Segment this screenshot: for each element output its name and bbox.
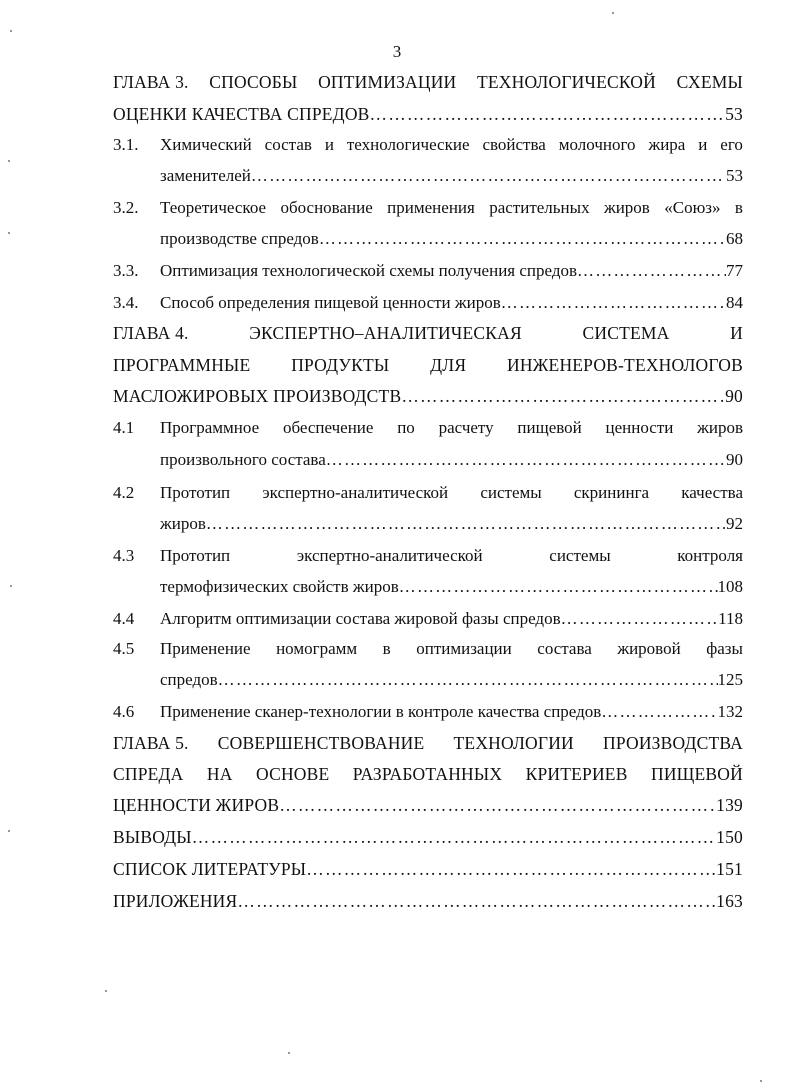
toc-line [160,697,743,727]
toc-word: и [324,135,334,154]
toc-word: РАЗРАБОТАННЫХ [352,764,503,784]
toc-word: Химический [160,135,252,154]
toc-word: фазы [706,639,743,658]
toc-word: ОПТИМИЗАЦИИ [318,72,457,92]
toc-entry-title: Способ определения пищевой ценности жиров [160,293,501,312]
scan-speck [760,1080,762,1082]
toc-entry-title: СПИСОК ЛИТЕРАТУРЫ [113,859,307,879]
toc-word: СХЕМЫ [676,72,743,92]
toc-word: в [734,198,743,217]
toc-section-number: 4.6 [113,702,135,721]
toc-word: ОСНОВЕ [256,764,330,784]
toc-word: Программное [160,418,260,437]
toc-section-number: 3.3. [113,261,139,280]
page-number: 3 [392,42,402,61]
toc-entry-title: заменителей [160,166,251,185]
toc-page-number: 53 [726,166,743,185]
toc-word: ИНЖЕНЕРОВ-ТЕХНОЛОГОВ [507,355,743,375]
toc-word: СПОСОБЫ [209,72,298,92]
toc-word: и [698,135,708,154]
toc-word: системы [480,483,542,502]
toc-word: пищевой [517,418,582,437]
toc-line [160,256,743,286]
toc-page-number: 84 [726,293,743,312]
toc-page-number: 77 [726,261,743,280]
toc-word: экспертно-аналитической [296,546,483,565]
toc-word: экспертно-аналитической [262,483,449,502]
toc-word: расчету [438,418,494,437]
toc-entry-title: МАСЛОЖИРОВЫХ ПРОИЗВОДСТВ [113,386,402,406]
toc-line [160,224,743,254]
toc-line [113,318,743,348]
toc-line [113,759,743,789]
toc-word: СПРЕДА [113,764,184,784]
toc-entry-title: жиров [160,514,206,533]
toc-entry-title: ЦЕННОСТИ ЖИРОВ [113,795,280,815]
toc-word: обеспечение [282,418,374,437]
scan-speck [612,12,614,14]
toc-leader [601,697,717,727]
toc-word: номограмм [276,639,358,658]
toc-word: по [397,418,415,437]
toc-word: обоснование [280,198,373,217]
toc-word: качества [681,483,743,502]
toc-entry-title: Оптимизация технологической схемы получения спредов [160,261,577,280]
toc-page-number: 68 [726,229,743,248]
toc-line [160,478,743,508]
scan-speck [10,30,12,32]
toc-line [160,541,743,571]
toc-word: ГЛАВА 5. [113,733,189,753]
toc-word: «Союз» [664,198,721,217]
toc-line [113,822,743,852]
toc-page-number: 125 [717,670,743,689]
toc-word: СОВЕРШЕНСТВОВАНИЕ [217,733,425,753]
toc-page-number: 163 [716,891,743,911]
toc-page-number: 90 [726,450,743,469]
toc-entry-title: Алгоритм оптимизации состава жировой фазы спредов [160,609,561,628]
toc-word: КРИТЕРИЕВ [525,764,628,784]
toc-line [113,854,743,884]
scan-speck [105,990,107,992]
toc-entry-title: ПРИЛОЖЕНИЯ [113,891,238,911]
toc-line [160,604,743,634]
toc-leader [319,224,726,254]
toc-leader [501,288,726,318]
toc-line [160,665,743,695]
toc-word: ГЛАВА 3. [113,72,189,92]
scan-speck [8,830,10,832]
toc-section-number: 3.2. [113,198,139,217]
toc-word: системы [549,546,611,565]
toc-page-number: 53 [725,104,743,124]
toc-entry-title: производстве спредов [160,229,319,248]
toc-word: Теоретическое [160,198,267,217]
toc-word: ПРОИЗВОДСТВА [603,733,743,753]
toc-word: его [720,135,743,154]
toc-leader [577,256,726,286]
toc-word: Применение [160,639,251,658]
toc-section-number: 3.1. [113,135,139,154]
toc-page-number: 150 [716,827,743,847]
toc-word: ПИЩЕВОЙ [650,764,743,784]
toc-line [113,381,743,411]
toc-word: контроля [677,546,743,565]
toc-leader [237,886,716,916]
toc-word: жира [648,135,686,154]
toc-leader [279,790,716,820]
scan-speck [8,160,10,162]
toc-line [113,99,743,129]
toc-line [160,193,743,223]
toc-word: Прототип [160,483,231,502]
toc-line [160,288,743,318]
toc-word: скрининга [573,483,650,502]
toc-line [113,728,743,758]
toc-entry-title: произвольного состава [160,450,326,469]
toc-word: в [382,639,391,658]
toc-word: ТЕХНОЛОГИЧЕСКОЙ [477,72,656,92]
toc-entry-title: термофизических свойств жиров [160,577,399,596]
toc-leader [192,822,716,852]
toc-word: применения [387,198,475,217]
toc-leader [561,604,719,634]
toc-line [113,790,743,820]
toc-section-number: 4.5 [113,639,135,658]
toc-word: оптимизации [416,639,512,658]
toc-entry-title: ОЦЕНКИ КАЧЕСТВА СПРЕДОВ [113,104,370,124]
scan-speck [10,585,12,587]
toc-word: растительных [489,198,590,217]
toc-word: жиров [603,198,650,217]
toc-page-number: 118 [718,609,743,628]
toc-line [113,67,743,97]
toc-line [160,130,743,160]
toc-word: технологические [346,135,470,154]
toc-entry-title: ВЫВОДЫ [113,827,192,847]
toc-line [160,161,743,191]
toc-leader [206,509,726,539]
toc-line [160,413,743,443]
toc-word: ценности [605,418,674,437]
toc-page-number: 151 [716,859,743,879]
toc-word: НА [206,764,233,784]
toc-word: жиров [697,418,743,437]
toc-word: Прототип [160,546,231,565]
toc-section-number: 4.4 [113,609,135,628]
toc-line [160,445,743,475]
scan-speck [8,232,10,234]
toc-word: состав [264,135,312,154]
toc-word: ПРОДУКТЫ [291,355,390,375]
toc-leader [218,665,718,695]
toc-section-number: 3.4. [113,293,139,312]
toc-word: жировой [617,639,681,658]
toc-leader [326,445,726,475]
toc-page-number: 139 [716,795,743,815]
toc-line [113,886,743,916]
toc-word: СИСТЕМА [582,323,670,343]
toc-entry-title: спредов [160,670,218,689]
toc-leader [401,381,725,411]
toc-line [160,634,743,664]
toc-page-number: 92 [726,514,743,533]
toc-word: молочного [558,135,636,154]
toc-word: свойства [482,135,546,154]
toc-word: ПРОГРАММНЫЕ [113,355,251,375]
toc-word: И [730,323,743,343]
toc-leader [306,854,716,884]
scan-speck [288,1052,290,1054]
toc-word: ТЕХНОЛОГИИ [453,733,574,753]
toc-page-number: 132 [717,702,743,721]
toc-page-number: 90 [725,386,743,406]
toc-leader [399,572,718,602]
toc-word: состава [537,639,592,658]
toc-word: ЭКСПЕРТНО–АНАЛИТИЧЕСКАЯ [249,323,522,343]
toc-entry-title: Применение сканер-технологии в контроле качества спредов [160,702,602,721]
toc-leader [370,99,726,129]
toc-section-number: 4.2 [113,483,135,502]
toc-section-number: 4.1 [113,418,135,437]
toc-section-number: 4.3 [113,546,135,565]
toc-line [113,350,743,380]
toc-line [160,509,743,539]
toc-page-number: 108 [717,577,743,596]
toc-line [160,572,743,602]
toc-word: ДЛЯ [430,355,467,375]
toc-leader [251,161,726,191]
toc-word: ГЛАВА 4. [113,323,189,343]
